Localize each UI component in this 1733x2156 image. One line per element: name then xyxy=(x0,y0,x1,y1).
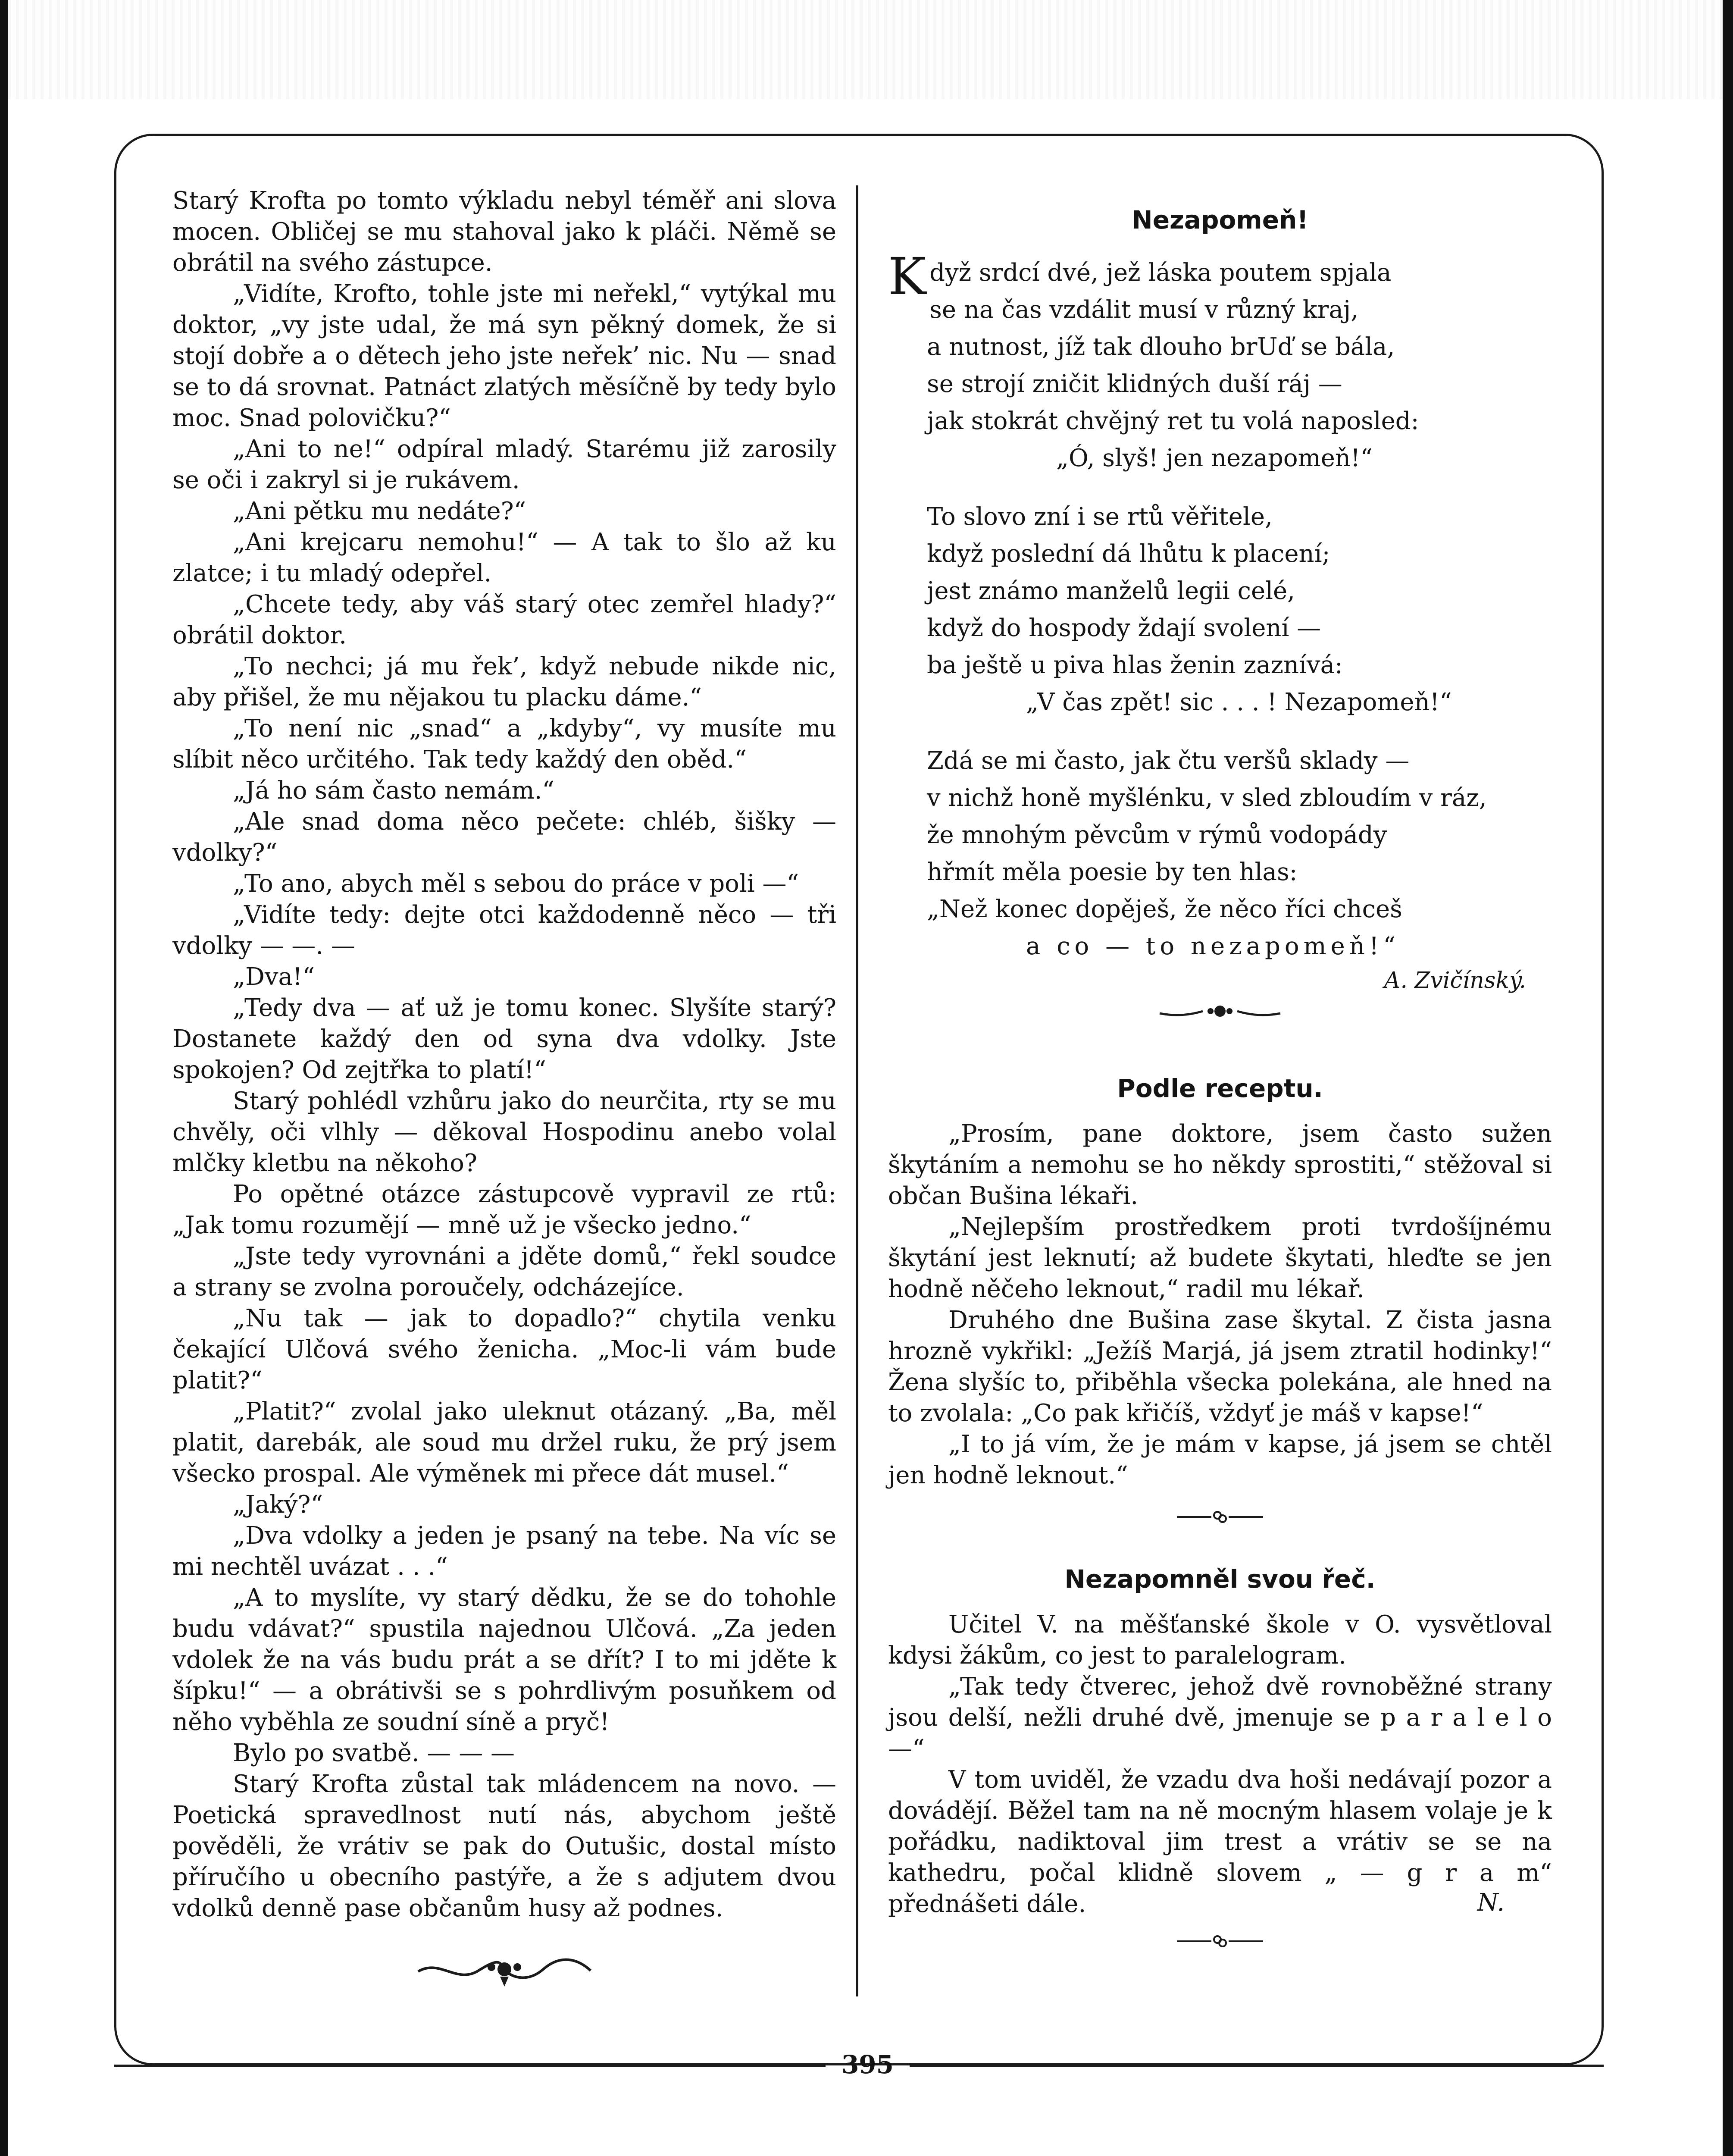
story-paragraph: „Já ho sám často nemám.“ xyxy=(233,777,554,805)
end-ornament-icon xyxy=(172,1950,836,1990)
poem-line: že mnohým pěvcům v rýmů vodopády xyxy=(927,821,1387,849)
poem-line: a nutnost, jíž tak dlouho brUď se bála, xyxy=(927,333,1395,361)
speech-paragraph: „Tak tedy čtverec, jehož dvě rovnoběžné strany jsou delší, nežli druhé dvě, jmenuje se p a r a l e l o —“ xyxy=(888,1673,1552,1763)
poem-author: A. Zvičínský. xyxy=(1384,968,1526,993)
poem-line: ba ještě u piva hlas ženin zaznívá: xyxy=(927,651,1343,679)
story-paragraph: „Vidíte tedy: dejte otci každodenně něco — tři vdolky — —. — xyxy=(172,901,836,960)
poem-line: jak stokrát chvějný ret tu volá naposled: xyxy=(927,407,1419,435)
recipe-paragraph: Druhého dne Bušina zase škytal. Z čista jasna hrozně vykřikl: „Ježíš Marjá, já jsem ztratil hodinky!“ Žena slyšíc to, přiběhla všecka polekána, ale hned na to zvolala: „Co pak křičíš, vždyť je máš v kapse!“ xyxy=(888,1306,1552,1427)
recipe-paragraph: „Nejlepším prostředkem proti tvrdošíjnému škytání jest leknutí; až budete škytati, hleďte se jen hodně něčeho leknout,“ radil mu lékař. xyxy=(888,1213,1552,1303)
speech-title: Nezapomněl svou řeč. xyxy=(1064,1564,1376,1594)
speech-body xyxy=(888,1609,1552,1920)
story-paragraph: „Ani krejcaru nemohu!“ — A tak to šlo až ku zlatce; i tu mladý odepřel. xyxy=(172,528,836,587)
story-paragraph: „To nechci; já mu řek’, když nebude nikde nic, aby přišel, že mu nějakou tu placku dáme.“ xyxy=(172,652,836,711)
story-paragraph: „To ano, abych měl s sebou do práce v poli —“ xyxy=(233,870,799,898)
scan-edge-right xyxy=(1723,0,1733,2156)
story-paragraph: „Dva!“ xyxy=(233,963,315,991)
story-paragraph: „Jste tedy vyrovnáni a jděte domů,“ řekl soudce a strany se zvolna poroučely, odcházejíce. xyxy=(172,1242,836,1301)
story-paragraph: „Platit?“ zvolal jako uleknut otázaný. „Ba, měl platit, darebák, ale soud mu držel ruku, že prý jsem všecko prospal. Ale výměnek mi přece dát musel.“ xyxy=(172,1398,836,1488)
story-paragraph: Starý Krofta zůstal tak mládencem na novo. — Poetická spravedlnost nutí nás, abychom ještě pověděli, že vrátiv se pak do Outušic, dostal místo příručího u obecního pastýře, a že s adjutem dvou vdolků denně pase občanům husy až podnes. xyxy=(172,1770,836,1922)
poem-title: Nezapomeň! xyxy=(1132,205,1308,235)
poem-line xyxy=(888,247,1552,306)
poem-refrain: „V čas zpět! sic . . . ! Nezapomeň!“ xyxy=(1026,688,1452,716)
poem-line: Zdá se mi často, jak čtu veršů sklady — xyxy=(927,747,1410,775)
page-number: 395 xyxy=(841,2050,894,2079)
poem-line: když do hospody ždají svolení — xyxy=(927,614,1321,642)
story-paragraph: „Ani pětku mu nedáte?“ xyxy=(233,497,526,525)
footer-rule-left xyxy=(114,2065,826,2067)
footer-rule-right xyxy=(910,2065,1604,2067)
story-paragraph: „A to myslíte, vy starý dědku, že se do tohohle budu vdávat?“ spustila najednou Ulčová. „Za jeden vdolek že na vás budu prát a se dřít? I to mi jděte k šípku!“ — a obrátivši se s pohrdlivým posuňkem od něho vyběhla ze soudní síně a pryč! xyxy=(172,1584,836,1736)
poem-line-text: dyž srdcí dvé, jež láska poutem spjala xyxy=(929,259,1392,287)
poem-line: hřmít měla poesie by ten hlas: xyxy=(927,858,1298,886)
story-paragraph: Bylo po svatbě. — — — xyxy=(233,1739,515,1767)
poem-line: když poslední dá lhůtu k placení; xyxy=(927,540,1330,568)
recipe-paragraph: „Prosím, pane doktore, jsem často sužen škytáním a nemohu se ho někdy sprostiti,“ stěžoval si občan Bušina lékaři. xyxy=(888,1120,1552,1210)
paper-speckle xyxy=(8,0,1723,99)
story-paragraph: „Ale snad doma něco pečete: chléb, šišky — vdolky?“ xyxy=(172,808,836,867)
story-paragraph: „Ani to ne!“ odpíral mladý. Starému již zarosily se oči i zakryl si je rukávem. xyxy=(172,435,836,494)
left-column-story xyxy=(172,185,836,1990)
poem-refrain: „Ó, slyš! jen nezapomeň!“ xyxy=(1056,444,1373,472)
story-paragraph: Starý Krofta po tomto výkladu nebyl téměř ani slova mocen. Obličej se mu stahoval jako k pláči. Němě se obrátil na svého zástupce. xyxy=(172,187,836,277)
dropcap: K xyxy=(888,247,926,306)
poem-line: se na čas vzdálit musí v různý kraj, xyxy=(929,296,1359,324)
story-paragraph: „Jaký?“ xyxy=(233,1491,323,1519)
story-paragraph: „Vidíte, Krofto, tohle jste mi neřekl,“ vytýkal mu doktor, „vy jste udal, že má syn pěkný domek, že si stojí dobře a o dětech jeho jste neřek’ nic. Nu — snad se to dá srovnat. Patnáct zlatých měsíčně by tedy bylo moc. Snad polovičku?“ xyxy=(172,280,836,432)
small-divider-icon xyxy=(888,1933,1552,1952)
column-divider xyxy=(856,185,858,1996)
speech-signature: N. xyxy=(1477,1889,1505,1917)
story-paragraph: „Dva vdolky a jeden je psaný na tebe. Na víc se mi nechtěl uvázat . . .“ xyxy=(172,1522,836,1581)
story-paragraph: „Chcete tedy, aby váš starý otec zemřel hlady?“ obrátil doktor. xyxy=(172,590,836,649)
speech-paragraph: V tom uviděl, že vzadu dva hoši nedávají pozor a dovádějí. Běžel tam na ně mocným hlasem volaje je k pořádku, nadiktoval jim trest a vrátiv se se na kathedru, počal klidně slovem „ — g r a m“ přednášeti dále. xyxy=(888,1766,1552,1918)
recipe-title: Podle receptu. xyxy=(1117,1074,1323,1103)
poem-last-line: a co — to nezapomeň!“ xyxy=(1026,932,1400,960)
recipe-body xyxy=(888,1119,1552,1491)
poem-line: To slovo zní i se rtů věřitele, xyxy=(927,503,1273,531)
recipe-paragraph: „I to já vím, že je mám v kapse, já jsem se chtěl jen hodně leknout.“ xyxy=(888,1430,1552,1489)
story-paragraph: Po opětné otázce zástupcově vypravil ze rtů: „Jak tomu rozumějí — mně už je všecko jedno.“ xyxy=(172,1180,836,1239)
poem-line: v nichž honě myšlénku, v sled zbloudím v ráz, xyxy=(927,784,1487,812)
right-column xyxy=(888,203,1552,1952)
speech-paragraph: Učitel V. na měšťanské škole v O. vysvětloval kdysi žákům, co jest to paralelogram. xyxy=(888,1611,1552,1670)
poem-body xyxy=(888,247,1552,965)
poem-line: se strojí zničit klidných duší ráj — xyxy=(927,370,1342,398)
small-divider-icon xyxy=(888,1508,1552,1527)
story-paragraph: „Nu tak — jak to dopadlo?“ chytila venku čekající Ulčová svého ženicha. „Moc-li vám bude platit?“ xyxy=(172,1304,836,1395)
scan-edge-left xyxy=(0,0,8,2156)
poem-line: „Než konec dopěješ, že něco říci chceš xyxy=(927,895,1402,923)
story-paragraph: „Tedy dva — ať už je tomu konec. Slyšíte starý? Dostanete každý den od syna dva vdolky. Jste spokojen? Od zejtřka to platí!“ xyxy=(172,994,836,1084)
divider-ornament-icon xyxy=(888,1000,1552,1024)
story-paragraph: „To není nic „snad“ a „kdyby“, vy musíte mu slíbit něco určitého. Tak tedy každý den oběd.“ xyxy=(172,714,836,774)
story-paragraph: Starý pohlédl vzhůru jako do neurčita, rty se mu chvěly, oči vlhly — děkoval Hospodinu anebo volal mlčky kletbu na někoho? xyxy=(172,1087,836,1177)
poem-line: jest známo manželů legii celé, xyxy=(927,577,1295,605)
